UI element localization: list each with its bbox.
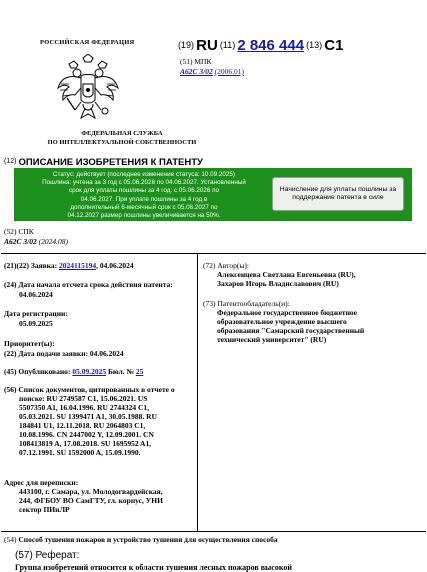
fee-line: срок для уплаты пошлины за 4 год: с 05.06.2026 по (69, 187, 219, 195)
priority-label: Приоритет(ы): (4, 339, 55, 348)
fee-calculation-button[interactable]: Начисление для уплаты пошлины за поддержание патента в силе (272, 177, 404, 211)
status-line: Статус: действует (последнее изменение статуса: 10.09.2025) (52, 171, 236, 178)
title-text: ОПИСАНИЕ ИЗОБРЕТЕНИЯ К ПАТЕНТУ (18, 157, 203, 168)
state-emblem (55, 54, 121, 124)
owner-line: образовательное учреждение высшего (217, 317, 347, 326)
invention-title (4, 535, 278, 544)
code-11: (11) (219, 40, 236, 50)
owner-line: образования "Самарский государственный (217, 326, 365, 335)
abstract-label: (57) Реферат: (15, 550, 80, 561)
authors-block (203, 261, 423, 288)
author-name: Захаров Игорь Владиславович (RU) (217, 279, 339, 288)
code-19: (19) (178, 40, 195, 50)
address-line: 244, ФГБОУ ВО СамГТУ, гл. корпус, УНИ (19, 496, 163, 505)
cited-line: 07.12.1991. SU 1592000 A, 15.09.1990. (19, 448, 141, 457)
registration-label: Дата регистрации: (4, 309, 68, 318)
published-label: (45) Опубликовано: (4, 367, 71, 376)
agency-line-1: ФЕДЕРАЛЬНАЯ СЛУЖБА (81, 130, 163, 137)
fee-line: 04.12.2027 размер пошлины увеличивается на 50%. (67, 212, 221, 220)
spk-class-date: (2024.08) (38, 237, 68, 246)
mpk-date-link[interactable]: (2006.01) (214, 67, 244, 76)
fee-line: 04.06.2027. При уплате пошлины за 4 год в (80, 195, 208, 203)
divider (1, 531, 426, 532)
address-label: Адрес для переписки: (4, 478, 79, 487)
cited-documents (4, 385, 197, 457)
document-title (4, 157, 203, 168)
country-code: RU (196, 37, 218, 54)
agency-line-2: ПО ИНТЕЛЛЕКТУАЛЬНОЙ СОБСТВЕННОСТИ (47, 139, 197, 146)
invention-text: Способ тушения пожаров и устройство тушения для осуществления способа (18, 535, 278, 544)
agency-name (8, 129, 236, 147)
application-label: (21)(22) Заявка: (4, 261, 58, 270)
owner-block (203, 299, 423, 344)
application-field (4, 261, 134, 270)
application-date: , 04.06.2024 (96, 261, 134, 270)
owner-line: технический университет" (RU) (217, 335, 327, 344)
cited-line: 184841 U1, 12.11.2018. RU 2064803 C1, (19, 421, 146, 430)
spk-label: (52) СПК (4, 227, 34, 236)
authors-label: (72) Автор(ы): (203, 261, 249, 270)
mpk-block (180, 57, 244, 77)
kind-code: C1 (324, 37, 344, 54)
mpk-label: (51) МПК (180, 57, 212, 66)
address-line: сектор ПИиЛР (19, 505, 70, 514)
patent-number-link[interactable]: 2 846 444 (237, 37, 305, 54)
address-line: 443100, г. Самара, ул. Молодогвардейская, (19, 487, 163, 496)
spk-class (4, 237, 68, 246)
start-date-value: 04.06.2024 (19, 290, 53, 299)
cited-line: (56) Список документов, цитированных в отчете о (4, 385, 175, 394)
cited-line: 5507350 A1, 16.04.1996. RU 2744324 C1, (19, 403, 150, 412)
registration-date: 05.09.2025 (19, 319, 53, 328)
abstract-text: Группа изобретений относится к области тушения лесных пожаров высокой (15, 563, 292, 572)
application-number-link[interactable]: 2024115194 (59, 261, 97, 270)
country-name: РОССИЙСКАЯ ФЕДЕРАЦИЯ (40, 39, 135, 46)
owner-line: Федеральное государственное бюджетное (217, 308, 358, 317)
column-divider (197, 253, 198, 531)
published-date-link[interactable]: 05.09.2025 (72, 367, 107, 376)
mpk-class-link[interactable]: A62C 3/02 (180, 67, 213, 76)
status-text (18, 171, 270, 220)
invention-code: (54) (4, 535, 17, 544)
bulletin-number-link[interactable]: 25 (135, 367, 144, 376)
cited-line: 10.08.1996. CN 2447002 Y, 12.09.2001. CN (19, 430, 154, 439)
start-date-label: (24) Дата начала отсчета срока действия патента: (4, 280, 173, 289)
filing-date-field: (22) Дата подачи заявки: 04.06.2024 (4, 349, 124, 358)
bulletin-label: Бюл. № (107, 367, 134, 376)
title-code: (12) (4, 158, 17, 165)
owner-label: (73) Патентообладатель(и): (203, 299, 290, 308)
spk-class-text: A62C 3/02 (4, 237, 37, 246)
code-13: (13) (306, 40, 323, 50)
publication-number (178, 37, 343, 54)
fee-line: Пошлина: учтена за 3 год с 05.06.2026 по 04.06.2027. Установленный (42, 179, 246, 187)
cited-line: поиске: RU 2749587 C1, 15.06.2021. US (19, 394, 148, 403)
divider (1, 253, 426, 254)
correspondence-address (4, 478, 197, 514)
published-field (4, 367, 143, 376)
cited-line: 05.03.2021. SU 1399471 A1, 30.05.1988. RU (19, 412, 157, 421)
author-name: Алексенцева Светлана Евгеньевна (RU), (217, 270, 356, 279)
fee-line: дополнительный 6-месячный срок с 05.06.2027 по (70, 203, 218, 211)
cited-line: 108413819 A, 17.08.2018. SU 1695952 A1, (19, 439, 152, 448)
